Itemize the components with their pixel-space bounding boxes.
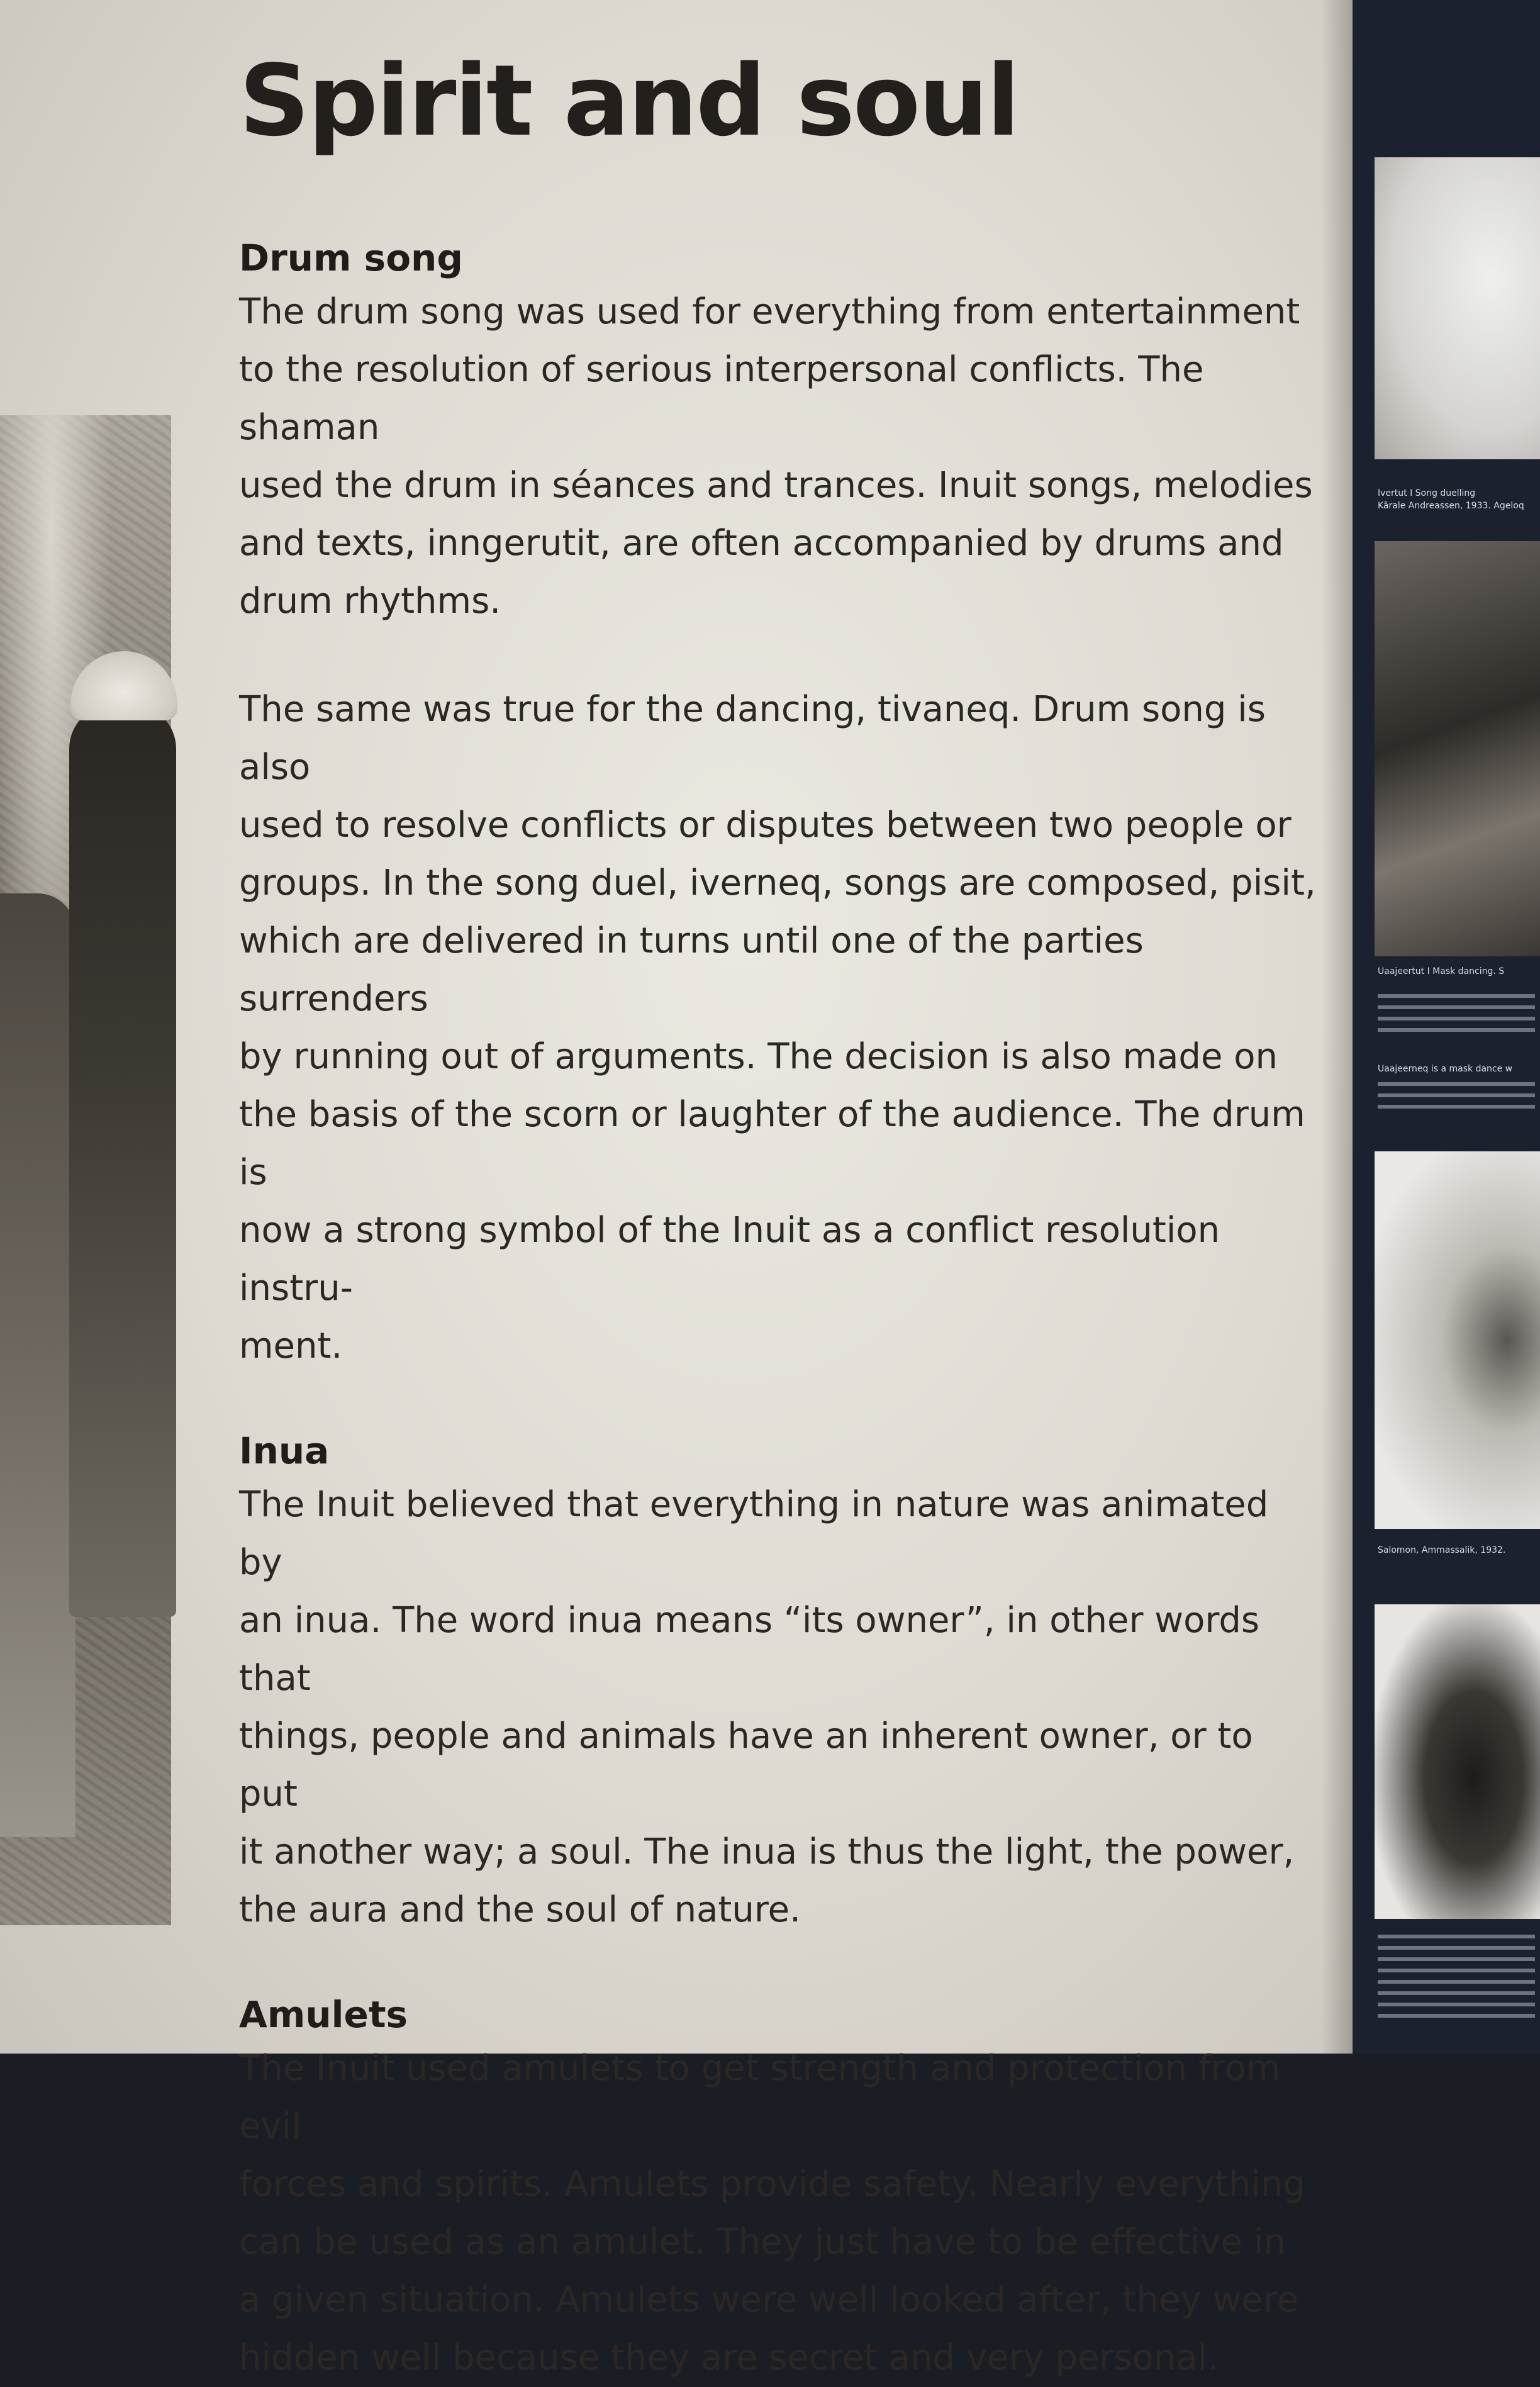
- section-heading-drum-song: Drum song: [239, 237, 463, 279]
- panel-text: [239, 38, 1321, 2387]
- section-heading-amulets: Amulets: [239, 1993, 408, 2036]
- photo-portrait: [1375, 1151, 1540, 1529]
- caption-portrait-credit: Salomon, Ammassalik, 1932.: [1378, 1545, 1506, 1555]
- photo-mask: [1375, 1604, 1540, 1919]
- photo-figure-man: [69, 705, 176, 1617]
- caption-text-lines-2: [1378, 1082, 1535, 1116]
- paragraph-amulets: The Inuit used amulets to get strength and protection from evil forces and spirits. Amulets provide safety. Nearly everything can be used as an amulet. They just have to be effective in a given situation. Amulets were well looked after, they were hidden well because they are secret and very personal.: [239, 2048, 1305, 2378]
- section-heading-inua: Inua: [239, 1429, 330, 1472]
- caption-text-lines: [1378, 994, 1535, 1039]
- photo-figure-left: [0, 893, 75, 1837]
- caption-text-lines-3: [1378, 1935, 1535, 2025]
- page-title: Spirit and soul: [239, 43, 1018, 158]
- caption-mask-dancing: Uaajeertut I Mask dancing. S: [1378, 966, 1505, 976]
- paragraph-drum-song-2: The same was true for the dancing, tivaneq. Drum song is also used to resolve conflicts or disputes between two people or groups. In the song duel, iverneq, songs are composed, pisit, which are delivered in turns until one of the parties surrenders by running out of arguments. The decision is also made on the basis of the scorn or laughter of the audience. The drum is now a strong symbol of the Inuit as a conflict resolution instru- ment.: [239, 689, 1316, 1367]
- paragraph-inua: The Inuit believed that everything in nature was animated by an inua. The word inua means “its owner”, in other words that things, people and animals have an inherent owner, or to put it another way; a soul. The inua is thus the light, the power, the aura and the soul of nature.: [239, 1484, 1295, 1930]
- photo-figure-cap: [70, 651, 177, 720]
- paragraph-drum-song-1: The drum song was used for everything from entertainment to the resolution of serious interpersonal conflicts. The shaman used the drum in séances and trances. Inuit songs, melodies and texts, inngerutit, are often accompanied by drums and drum rhythms.: [239, 291, 1313, 622]
- caption-song-duelling: Ivertut I Song duelling: [1378, 488, 1476, 498]
- historical-photo-left: [0, 415, 171, 1925]
- caption-mask-dance-text: Uaajeerneq is a mask dance w: [1378, 1064, 1513, 1074]
- photo-mask-dancing: [1375, 541, 1540, 956]
- caption-song-duelling-credit: Kârale Andreassen, 1933. Ageloq: [1378, 501, 1524, 511]
- photo-song-duelling: [1375, 157, 1540, 459]
